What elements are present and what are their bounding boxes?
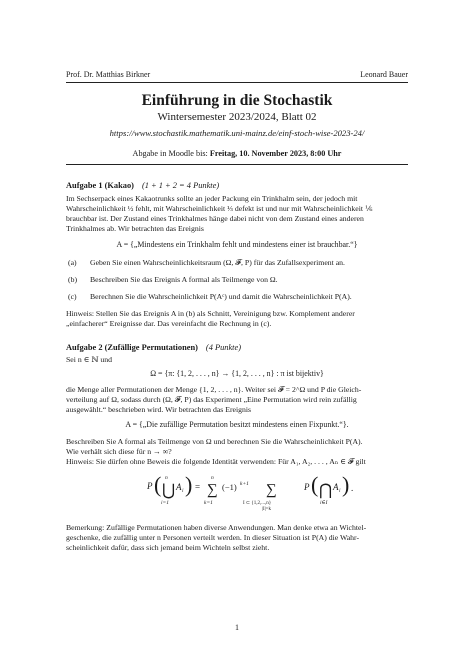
svg-text:A: A [333, 482, 339, 492]
task2-question [66, 437, 408, 457]
task2-omega: Ω = {π: {1, 2, . . . , n} → {1, 2, . . . , n} : π ist bijektiv} [150, 369, 324, 378]
task1-hint-line: Hinweis: Stellen Sie das Ereignis A in (b) als Schnitt, Vereinigung bzw. Komplement anderer [66, 309, 355, 318]
svg-text:n: n [165, 475, 168, 481]
task2-hint: Hinweis: Sie dürfen ohne Beweis die folgende Identität verwenden: Für A₁, A₂, . . . , Aₙ ∈ 𝓕 gilt [66, 457, 366, 466]
svg-text:i=1: i=1 [161, 500, 169, 506]
svg-text:n: n [211, 475, 214, 481]
task2-body-line: ausgewählt.“ beschrieben wird. Wir betrachten das Ereignis [66, 404, 252, 414]
task2-question-line: Wie verhält sich diese für n → ∞? [66, 446, 172, 456]
task2-event: A = {„Die zufällige Permutation besitzt mindestens einen Fixpunkt.“}. [125, 420, 349, 429]
svg-text:): ) [342, 472, 350, 497]
svg-text:(−1): (−1) [222, 482, 237, 492]
part-text: Geben Sie einen Wahrscheinlichkeitsraum (Ω, 𝓕, P) für das Zufallsexperiment an. [90, 258, 345, 267]
task2-question-line: Beschreiben Sie A formal als Teilmenge von Ω und berechnen Sie die Wahrscheinlichkeit P(A). [66, 437, 363, 446]
task2-remark-line: scheinlichkeit dafür, dass sich jemand beim Wichteln selbst zieht. [66, 542, 270, 552]
svg-text:A: A [176, 482, 182, 492]
task1-points: (1 + 1 + 2 = 4 Punkte) [141, 181, 220, 190]
inclusion-exclusion-formula [66, 464, 408, 514]
task1-hint [66, 309, 408, 329]
svg-text:⋃: ⋃ [162, 482, 176, 499]
svg-text:P: P [304, 482, 310, 492]
svg-text:∑: ∑ [266, 482, 277, 498]
svg-text:(: ( [311, 472, 319, 497]
task1-event: A = {„Mindestens ein Trinkhalm fehlt und mindestens einer ist brauchbar.“} [116, 240, 358, 249]
task2-title: Aufgabe 2 (Zufällige Permutationen) [66, 343, 198, 352]
task2-remark [66, 523, 408, 553]
task1-intro-line: Im Sechserpack eines Kakaotrunks sollte an jeder Packung ein Trinkhalm sein, der jedoch mit [66, 194, 358, 203]
sheet-subtitle: Wintersemester 2023/2024, Blatt 02 [157, 111, 317, 123]
task1-intro-line: Trinkhalmes ab. Wir betrachten das Ereignis [66, 223, 204, 233]
header-assistant: Leonard Bauer [360, 70, 408, 79]
task2-body-line: verteilung auf Ω, sodass durch (Ω, 𝓕, P) das Experiment „Eine Permutation wird rein zufällig [66, 394, 357, 404]
svg-text:I ⊂ {1,2,...,n}: I ⊂ {1,2,...,n} [243, 501, 272, 506]
svg-text:): ) [185, 472, 193, 497]
title-rule [66, 164, 408, 165]
task2-remark-line: geschenke, die zufällig unter n Personen verteilt werden. In dieser Situation ist P(A) die Wahr- [66, 532, 360, 542]
task1-intro-line: Wahrscheinlichkeit ½ fehlt, mit Wahrscheinlichkeit ⅓ defekt ist und nur mit Wahrscheinlichkeit ⅙ [66, 203, 373, 213]
course-url[interactable]: https://www.stochastik.mathematik.uni-mainz.de/einf-stoch-wise-2023-24/ [109, 128, 365, 138]
svg-text:=: = [195, 482, 201, 492]
task2-body [66, 385, 408, 415]
svg-text:∑: ∑ [207, 482, 218, 498]
task2-line1: Sei n ∈ ℕ und [66, 355, 112, 364]
task1-part-a [66, 258, 408, 268]
svg-text:k=1: k=1 [204, 500, 213, 506]
svg-text:.: . [351, 483, 354, 493]
deadline-line [66, 149, 408, 158]
svg-text:P: P [147, 481, 153, 491]
svg-text:i∈I: i∈I [320, 500, 328, 506]
svg-text:i: i [339, 488, 341, 494]
part-text: Beschreiben Sie das Ereignis A formal als Teilmenge von Ω. [90, 275, 278, 284]
svg-text:i: i [182, 488, 184, 494]
task1-hint-line: „einfacherer“ Ereignisse dar. Das vereinfacht die Rechnung in (c). [66, 318, 272, 328]
header-lecturer: Prof. Dr. Matthias Birkner [66, 70, 151, 79]
task2-body-line: die Menge aller Permutationen der Menge {1, 2, . . . , n}. Weiter sei 𝓕 = 2^Ω und P die Gleich- [66, 385, 362, 394]
page-number: 1 [235, 623, 239, 632]
svg-text:⋂: ⋂ [319, 482, 333, 499]
part-label: (b) [68, 275, 78, 284]
task1-part-b [66, 275, 408, 285]
task1-part-c [66, 292, 408, 302]
deadline-date: Freitag, 10. November 2023, 8:00 Uhr [209, 149, 342, 158]
task2-heading [66, 343, 241, 352]
task1-intro-line: brauchbar ist. Der Zustand eines Trinkhalmes hänge dabei nicht von dem Zustand eines anderen [66, 213, 364, 223]
sheet-title: Einführung in die Stochastik [141, 92, 333, 109]
task2-points: (4 Punkte) [205, 343, 242, 352]
task1-heading [66, 181, 219, 190]
svg-text:k+1: k+1 [240, 481, 249, 487]
part-label: (c) [68, 292, 77, 301]
svg-text:|I|=k: |I|=k [262, 507, 271, 512]
task1-title: Aufgabe 1 (Kakao) [66, 181, 134, 190]
task2-remark-line: Bemerkung: Zufällige Permutationen haben diverse Anwendungen. Man denke etwa an Wichtel- [66, 523, 367, 532]
deadline-prefix: Abgabe in Moodle bis: [132, 149, 210, 158]
task1-intro [66, 194, 408, 234]
part-text: Berechnen Sie die Wahrscheinlichkeit P(Aᶜ) und damit die Wahrscheinlichkeit P(A). [90, 292, 352, 301]
header-rule [66, 82, 408, 83]
part-label: (a) [68, 258, 77, 267]
svg-text:(: ( [154, 472, 162, 497]
